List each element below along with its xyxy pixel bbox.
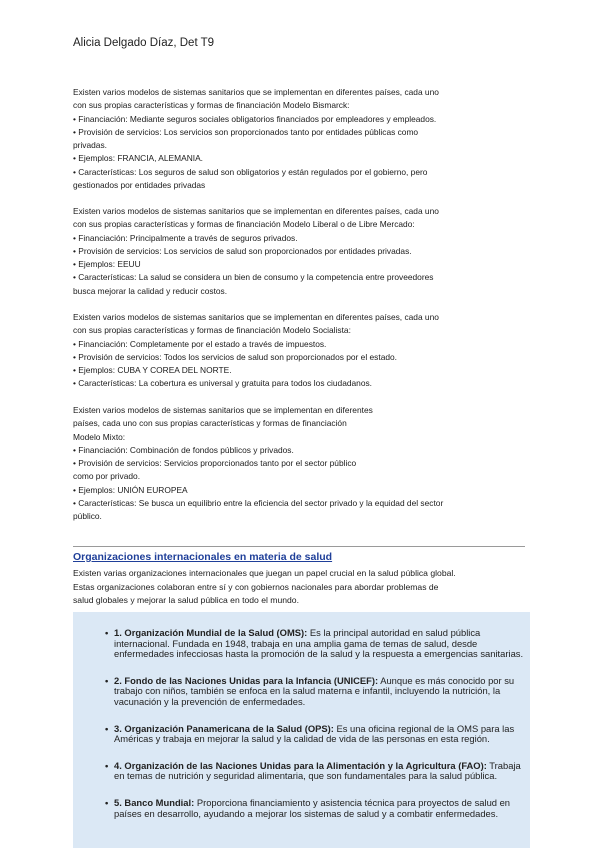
text-line: como por privado. <box>73 471 141 482</box>
text-line: • Financiación: Principalmente a través de seguros privados. <box>73 232 298 243</box>
text-line: público. <box>73 511 102 522</box>
text-line: • Características: Los seguros de salud son obligatorios y están regulados por el gobierno, pero <box>73 166 428 177</box>
list-item <box>105 798 530 819</box>
organizations-box <box>73 612 530 848</box>
org-name: 5. Banco Mundial: <box>114 796 195 808</box>
bullet-icon: • <box>105 796 109 808</box>
bullet-icon: • <box>105 627 109 638</box>
text-line: • Financiación: Mediante seguros sociales obligatorios financiados por empleadores y empleados. <box>73 113 437 124</box>
model-mixto-block <box>73 404 533 524</box>
org-description: Es una oficina regional de la OMS para las Américas y trabaja en mejorar la salud y la calidad de vida de las personas en esta región. <box>114 722 515 745</box>
text-line: • Características: La cobertura es universal y gratuita para todos los ciudadanos. <box>73 378 373 389</box>
model-liberal-block <box>73 205 533 298</box>
text-line: privadas. <box>73 140 107 151</box>
model-socialista-block <box>73 311 533 391</box>
bullet-icon: • <box>105 759 109 771</box>
text-line: Existen varios modelos de sistemas sanitarios que se implementan en diferentes <box>73 405 373 415</box>
org-description: Trabaja en temas de nutrición y seguridad alimentaria, que son fundamentales para la salud pública. <box>114 759 521 782</box>
text-line: salud globales y mejorar la salud pública en todo el mundo. <box>73 595 299 606</box>
bullet-icon: • <box>105 674 109 686</box>
text-line: con sus propias características y formas de financiación Modelo Liberal o de Libre Mercado: <box>73 219 415 230</box>
org-name: 1. Organización Mundial de la Salud (OMS): <box>114 627 308 638</box>
text-line: busca mejorar la calidad y reducir costos. <box>73 285 228 296</box>
list-item <box>105 724 530 745</box>
text-line: Existen varias organizaciones internacionales que juegan un papel crucial en la salud pública global. <box>73 568 456 578</box>
org-name: 2. Fondo de las Naciones Unidas para la Infancia (UNICEF): <box>114 674 379 686</box>
text-line: Existen varios modelos de sistemas sanitarios que se implementan en diferentes países, cada uno <box>73 87 439 97</box>
text-line: países, cada uno con sus propias características y formas de financiación <box>73 418 347 429</box>
text-line: • Ejemplos: UNIÓN EUROPEA <box>73 484 188 495</box>
text-line: • Características: Se busca un equilibrio entre la eficiencia del sector privado y la equidad del sector <box>73 498 444 509</box>
model-bismarck-block <box>73 86 533 192</box>
text-line: • Provisión de servicios: Todos los servicios de salud son proporcionados por el estado. <box>73 351 397 362</box>
section-divider <box>73 546 525 547</box>
list-item <box>105 761 530 782</box>
text-line: • Ejemplos: FRANCIA, ALEMANIA. <box>73 153 203 164</box>
text-line: • Provisión de servicios: Los servicios son proporcionados tanto por entidades públicas como <box>73 126 419 137</box>
text-line: Existen varios modelos de sistemas sanitarios que se implementan en diferentes países, cada uno <box>73 206 439 216</box>
text-line: • Financiación: Completamente por el estado a través de impuestos. <box>73 338 327 349</box>
org-description: Proporciona financiamiento y asistencia técnica para proyectos de salud en países en desarrollo, ayudando a mejorar los sistemas de salud y a combatir enfermedades. <box>114 796 511 819</box>
list-item <box>105 628 530 660</box>
text-line: con sus propias características y formas de financiación Modelo Socialista: <box>73 325 351 336</box>
text-line: • Características: La salud se considera un bien de consumo y la competencia entre proveedores <box>73 272 434 283</box>
author-header: Alicia Delgado Díaz, Det T9 <box>73 37 215 49</box>
org-name: 3. Organización Panamericana de la Salud (OPS): <box>114 722 334 734</box>
text-line: gestionados por entidades privadas <box>73 180 206 191</box>
text-line: • Ejemplos: EEUU <box>73 259 141 270</box>
text-line: • Financiación: Combinación de fondos públicos y privados. <box>73 444 294 455</box>
org-description: Es la principal autoridad en salud pública internacional. Fundada en 1948, trabaja en una amplia gama de temas de salud, desde enfermedades infecciosas hasta la promoción de la salud y la respuesta a emergencias sanitarias. <box>114 627 524 660</box>
org-description: Aunque es más conocido por su trabajo con niños, también se enfoca en la salud materna e infantil, incluyendo la nutrición, la vacunación y la prevención de enfermedades. <box>114 674 515 707</box>
text-line: • Ejemplos: CUBA Y COREA DEL NORTE. <box>73 365 232 376</box>
list-item <box>105 676 530 708</box>
section-heading: Organizaciones internacionales en materia de salud <box>73 551 333 563</box>
section-intro <box>73 567 533 608</box>
text-line: con sus propias características y formas de financiación Modelo Bismarck: <box>73 100 350 111</box>
text-line: Modelo Mixto: <box>73 431 126 442</box>
text-line: • Provisión de servicios: Servicios proporcionados tanto por el sector público <box>73 458 357 469</box>
text-line: • Provisión de servicios: Los servicios de salud son proporcionados por entidades privadas. <box>73 245 412 256</box>
text-line: Existen varios modelos de sistemas sanitarios que se implementan en diferentes países, cada uno <box>73 312 439 322</box>
bullet-icon: • <box>105 722 109 734</box>
organizations-list <box>73 612 530 819</box>
text-line: Estas organizaciones colaboran entre sí y con gobiernos nacionales para abordar problemas de <box>73 581 439 592</box>
org-name: 4. Organización de las Naciones Unidas para la Alimentación y la Agricultura (FAO): <box>114 759 487 771</box>
